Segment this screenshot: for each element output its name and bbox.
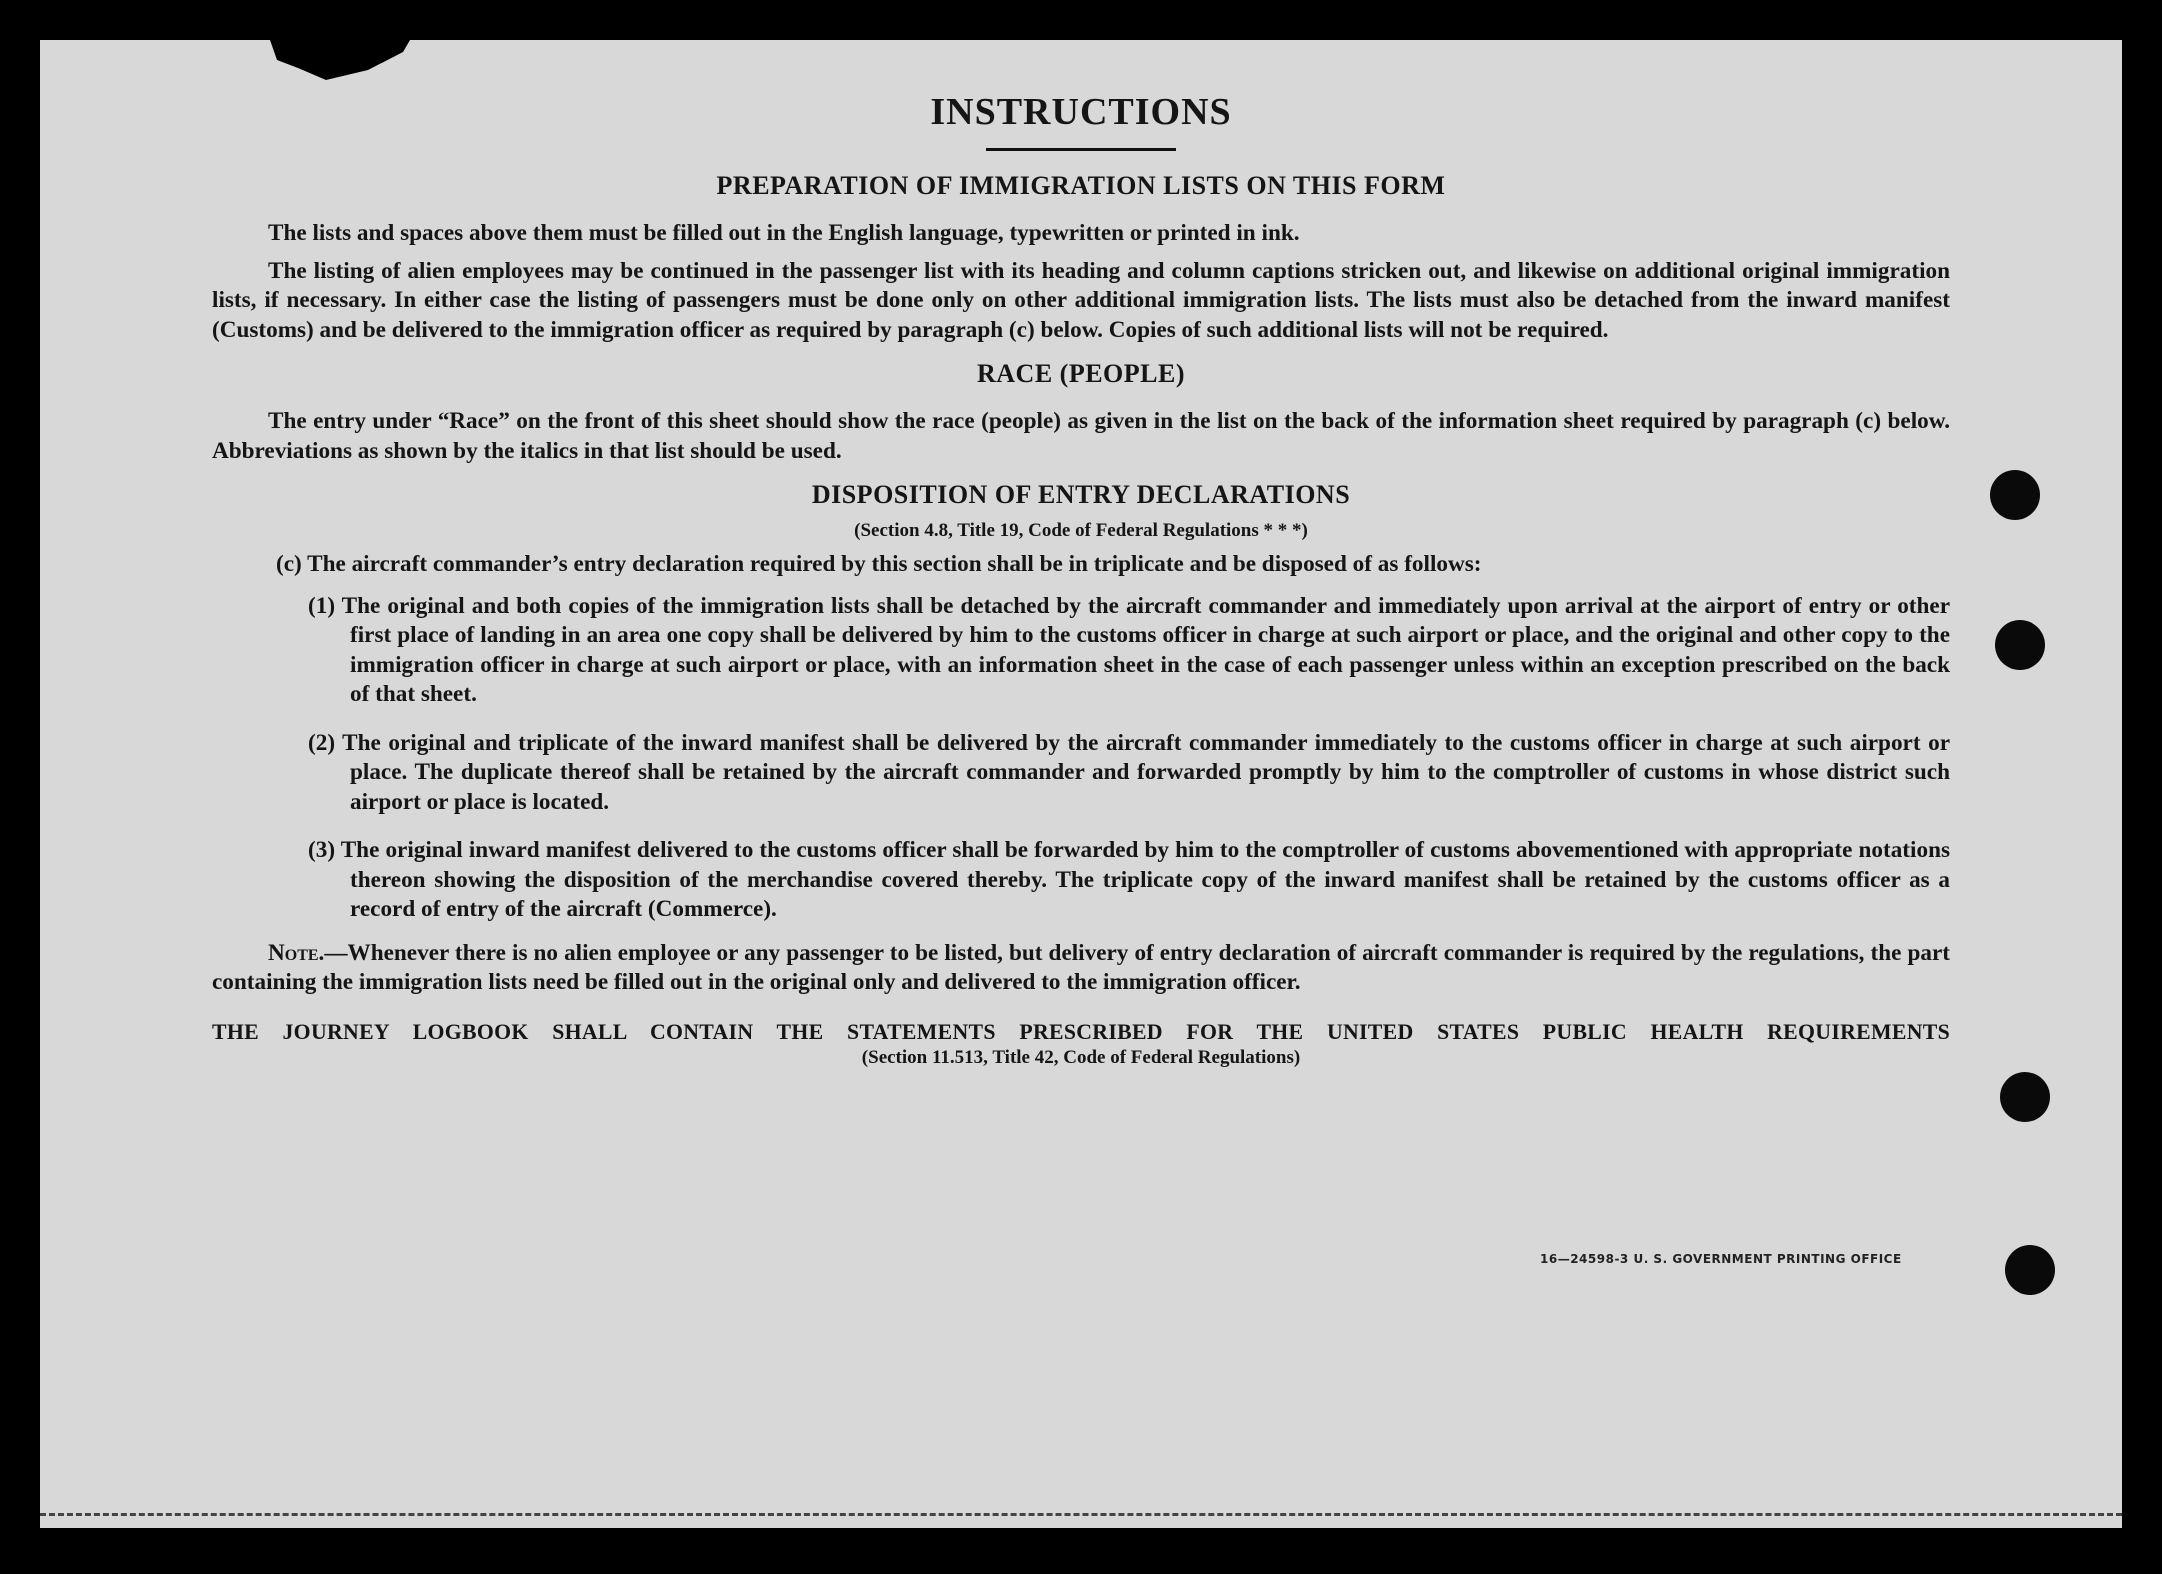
- section-citation: (Section 4.8, Title 19, Code of Federal Regulations * * *): [854, 520, 1308, 541]
- health-requirements: THE JOURNEY LOGBOOK SHALL CONTAIN THE STATEMENTS PRESCRIBED FOR THE UNITED STATES PUBLIC HEALTH REQUIREMENTS: [212, 1019, 1950, 1044]
- page-title: INSTRUCTIONS: [930, 91, 1232, 133]
- paragraph: The lists and spaces above them must be filled out in the English language, typewritten or printed in ink.: [268, 220, 1300, 246]
- document-page: [40, 40, 2122, 1528]
- paragraph-c: (c) The aircraft commander’s entry declaration required by this section shall be in triplicate and be disposed of as follows:: [276, 551, 1482, 577]
- paragraph: The listing of alien employees may be continued in the passenger list with its heading and column captions stricken out, and likewise on additional original immigration lists, if necessary. In either case the listing of passengers must be done only on other additional immigration lists. The lists must also be detached from the inward manifest (Customs) and be delivered to the immigration officer as required by paragraph (c) below. Copies of such additional lists will not be required.: [212, 257, 1950, 343]
- health-citation: (Section 11.513, Title 42, Code of Federal Regulations): [861, 1046, 1301, 1068]
- list-item: (1) The original and both copies of the immigration lists shall be detached by the aircraft commander and immediately upon arrival at the airport of entry or other first place of landing in an area one copy shall be delivered by him to the customs officer in charge at such airport or place, and the original and other copy to the immigration officer in charge at such airport or place, with an information sheet in the case of each passenger unless within an exception prescribed on the back of that sheet.: [308, 592, 1950, 707]
- printer-imprint: 16—24598-3 U. S. GOVERNMENT PRINTING OFFICE: [1540, 1252, 1902, 1266]
- perforation-line: [40, 1513, 2122, 1516]
- punch-hole: [1990, 470, 2040, 520]
- section-heading-preparation: PREPARATION OF IMMIGRATION LISTS ON THIS FORM: [716, 171, 1446, 200]
- section-heading-race: RACE (PEOPLE): [977, 359, 1185, 388]
- instructions-body: [212, 90, 1950, 1069]
- list-item: (2) The original and triplicate of the inward manifest shall be delivered by the aircraft commander immediately to the customs officer in charge at such airport or place. The duplicate thereof shall be retained by the aircraft commander and forwarded promptly by him to the comptroller of customs in whose district such airport or place is located.: [308, 729, 1950, 815]
- note-text: —Whenever there is no alien employee or any passenger to be listed, but delivery of entry declaration of aircraft commander is required by the regulations, the part containing the immigration lists need be filled out in the original only and delivered to the immigration officer.: [212, 939, 1950, 995]
- punch-hole: [2000, 1072, 2050, 1122]
- title-rule: [986, 148, 1176, 151]
- torn-corner: [270, 40, 410, 80]
- punch-hole: [2005, 1245, 2055, 1295]
- section-heading-disposition: DISPOSITION OF ENTRY DECLARATIONS: [811, 480, 1351, 509]
- note-label: Note.: [268, 939, 325, 966]
- note-paragraph: [212, 939, 1950, 998]
- paragraph: The entry under “Race” on the front of this sheet should show the race (people) as given in the list on the back of the information sheet required by paragraph (c) below. Abbreviations as shown by the italics in that list should be used.: [212, 408, 1950, 464]
- list-item: (3) The original inward manifest delivered to the customs officer shall be forwarded by him to the comptroller of customs abovementioned with appropriate notations thereon showing the disposition of the merchandise covered thereby. The triplicate copy of the inward manifest shall be retained by the customs officer as a record of entry of the aircraft (Commerce).: [308, 837, 1950, 922]
- punch-hole: [1995, 620, 2045, 670]
